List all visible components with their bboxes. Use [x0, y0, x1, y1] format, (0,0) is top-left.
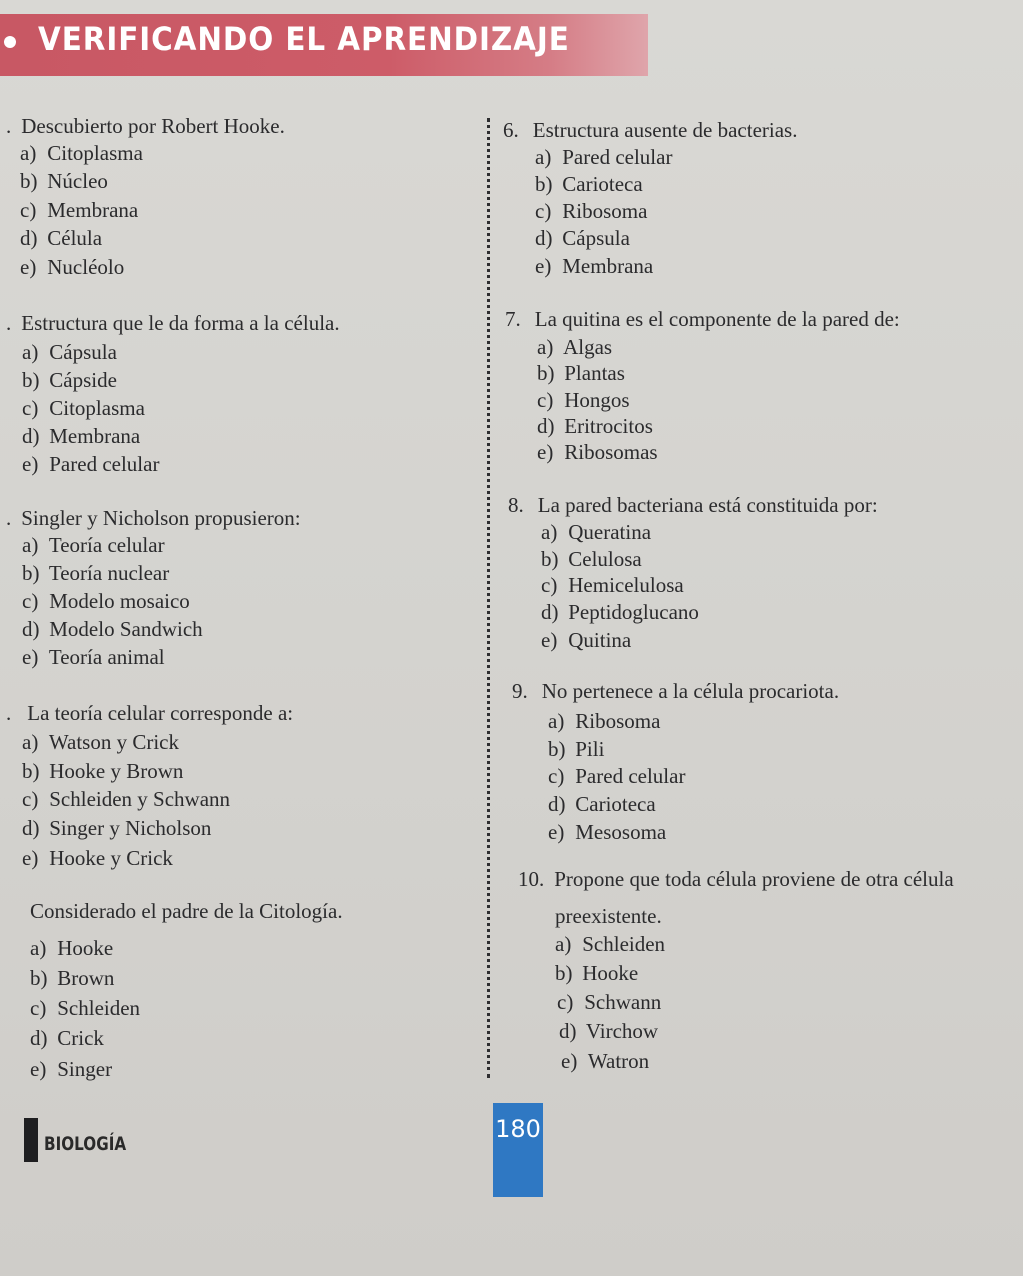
question-text: Propone que toda célula proviene de otra célula [554, 867, 954, 891]
option-e: e) Mesosoma [548, 820, 667, 844]
option-e: e) Nucléolo [20, 255, 125, 279]
bullet-dot-icon [4, 36, 16, 48]
option-d: d) Carioteca [548, 792, 656, 816]
question-1 [6, 116, 285, 138]
section-title: VERIFICANDO EL APRENDIZAJE [38, 20, 570, 58]
option-c: c) Hongos [537, 388, 630, 412]
question-number: . [6, 506, 12, 530]
option-d: d) Virchow [559, 1019, 659, 1043]
question-3 [6, 508, 301, 530]
option-a: a) Teoría celular [22, 533, 165, 557]
option-d: d) Singer y Nicholson [22, 816, 212, 840]
question-text: Singler y Nicholson propusieron: [21, 506, 301, 530]
option-b: b) Núcleo [20, 169, 108, 193]
question-7 [505, 309, 900, 331]
option-d: d) Peptidoglucano [541, 600, 699, 624]
option-c: c) Membrana [20, 198, 139, 222]
option-c: c) Schleiden y Schwann [22, 787, 231, 811]
option-b: b) Carioteca [535, 172, 643, 196]
question-text: No pertenece a la célula procariota. [541, 679, 840, 703]
question-9 [512, 681, 839, 703]
question-number: 6. [503, 118, 519, 142]
option-e: e) Teoría animal [22, 645, 165, 669]
question-10 [518, 869, 954, 891]
question-5 [30, 901, 343, 923]
option-c: c) Ribosoma [535, 199, 648, 223]
question-text: La pared bacteriana está constituida por: [537, 493, 878, 517]
question-text: Descubierto por Robert Hooke. [21, 114, 285, 138]
option-b: b) Teoría nuclear [22, 561, 170, 585]
option-d: d) Eritrocitos [537, 414, 653, 438]
question-text: Estructura ausente de bacterias. [532, 118, 798, 142]
subject-marker [24, 1118, 38, 1162]
question-number: 7. [505, 307, 521, 331]
option-a: a) Citoplasma [20, 141, 143, 165]
option-a: a) Hooke [30, 936, 114, 960]
option-a: a) Cápsula [22, 340, 117, 364]
question-number: . [6, 311, 12, 335]
question-text: Estructura que le da forma a la célula. [21, 311, 340, 335]
option-d: d) Modelo Sandwich [22, 617, 203, 641]
question-text: La teoría celular corresponde a: [27, 701, 294, 725]
question-number: 8. [508, 493, 524, 517]
page-number: 180 [495, 1115, 541, 1143]
option-c: c) Modelo mosaico [22, 589, 190, 613]
option-c: c) Pared celular [548, 764, 686, 788]
subject-label: BIOLOGÍA [44, 1133, 127, 1155]
question-8 [508, 495, 878, 517]
option-e: e) Ribosomas [537, 440, 658, 464]
option-e: e) Pared celular [22, 452, 160, 476]
option-c: c) Schleiden [30, 996, 141, 1020]
question-text-continued: preexistente. [555, 904, 662, 928]
option-d: d) Crick [30, 1026, 104, 1050]
question-number: . [6, 701, 12, 725]
option-e: e) Membrana [535, 254, 654, 278]
option-d: d) Cápsula [535, 226, 630, 250]
question-2 [6, 313, 340, 335]
option-b: b) Brown [30, 966, 115, 990]
option-e: e) Singer [30, 1057, 113, 1081]
option-a: a) Watson y Crick [22, 730, 179, 754]
option-d: d) Célula [20, 226, 103, 250]
question-number: 10. [518, 867, 545, 891]
option-b: b) Pili [548, 737, 605, 761]
option-b: b) Celulosa [541, 547, 642, 571]
option-c: c) Hemicelulosa [541, 573, 684, 597]
question-4 [6, 703, 293, 725]
question-text: La quitina es el componente de la pared de: [534, 307, 900, 331]
option-e: e) Watron [561, 1049, 650, 1073]
page-number-box [493, 1103, 543, 1197]
option-b: b) Hooke y Brown [22, 759, 184, 783]
option-c: c) Schwann [557, 990, 662, 1014]
option-c: c) Citoplasma [22, 396, 145, 420]
option-b: b) Plantas [537, 361, 625, 385]
option-a: a) Queratina [541, 520, 652, 544]
option-a: a) Ribosoma [548, 709, 661, 733]
question-text: Considerado el padre de la Citología. [30, 899, 343, 923]
option-e: e) Quitina [541, 628, 632, 652]
section-banner [0, 14, 648, 76]
option-d: d) Membrana [22, 424, 141, 448]
question-6 [503, 120, 797, 142]
option-a: a) Schleiden [555, 932, 666, 956]
question-number: . [6, 114, 12, 138]
option-a: a) Pared celular [535, 145, 673, 169]
option-e: e) Hooke y Crick [22, 846, 173, 870]
option-a: a) Algas [537, 335, 613, 359]
question-number: 9. [512, 679, 528, 703]
option-b: b) Cápside [22, 368, 117, 392]
column-divider [487, 118, 490, 1078]
option-b: b) Hooke [555, 961, 639, 985]
